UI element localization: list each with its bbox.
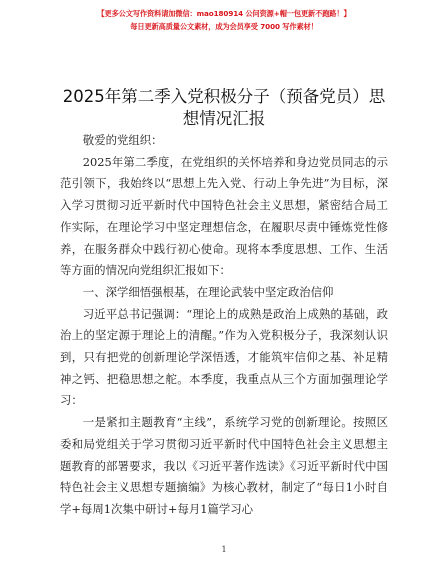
paragraph-quote: 习近平总书记强调：“理论上的成熟是政治上成熟的基础，政治上的坚定源于理论上的清醒。”作为入党积极分子，我深刻认识到，只有把党的创新理论学深悟透，才能筑牢信仰之基、补足精神之钙、把稳思想之舵。本季度，我重点从三个方面加强理论学习： — [60, 306, 388, 408]
promo-banner — [0, 7, 448, 33]
document-title: 2025年第二季入党积极分子（预备党员）思想情况汇报 — [62, 87, 386, 128]
document-body — [60, 130, 388, 521]
promo-banner-line-1: 【更多公文写作资料请加微信：mao180914 公问资源+帽一包更新不跑路！】 — [97, 9, 351, 18]
page-number: 1 — [221, 545, 227, 554]
promo-banner-line-2: 每日更新高质量公文素材，成为会员享受 7000 写作素材！ — [130, 22, 318, 31]
salutation: 敬爱的党组织： — [82, 133, 163, 147]
section-heading-1: 一、深学细悟强根基，在理论武装中坚定政治信仰 — [82, 284, 334, 299]
paragraph-intro: 2025年第二季度，在党组织的关怀培养和身边党员同志的示范引领下，我始终以“思想上先入党、行动上争先进”为目标，深入学习贯彻习近平新时代中国特色社会主义思想，紧密结合局工作实际，在理论学习中坚定理想信念，在履职尽责中锤炼党性修养，在服务群众中践行初心使命。现将本季度思想、工作、生活等方面的情况向党组织汇报如下： — [60, 154, 388, 278]
paragraph-point-1: 一是紧扣主题教育“主线”，系统学习党的创新理论。按照区委和局党组关于学习贯彻习近平新时代中国特色社会主义思想主题教育的部署要求，我以《习近平著作选读》《习近平新时代中国特色社会主义思想专题摘编》为核心教材，制定了“每日1小时自学+每周1次集中研讨+每月1篇学习心 — [60, 415, 388, 516]
